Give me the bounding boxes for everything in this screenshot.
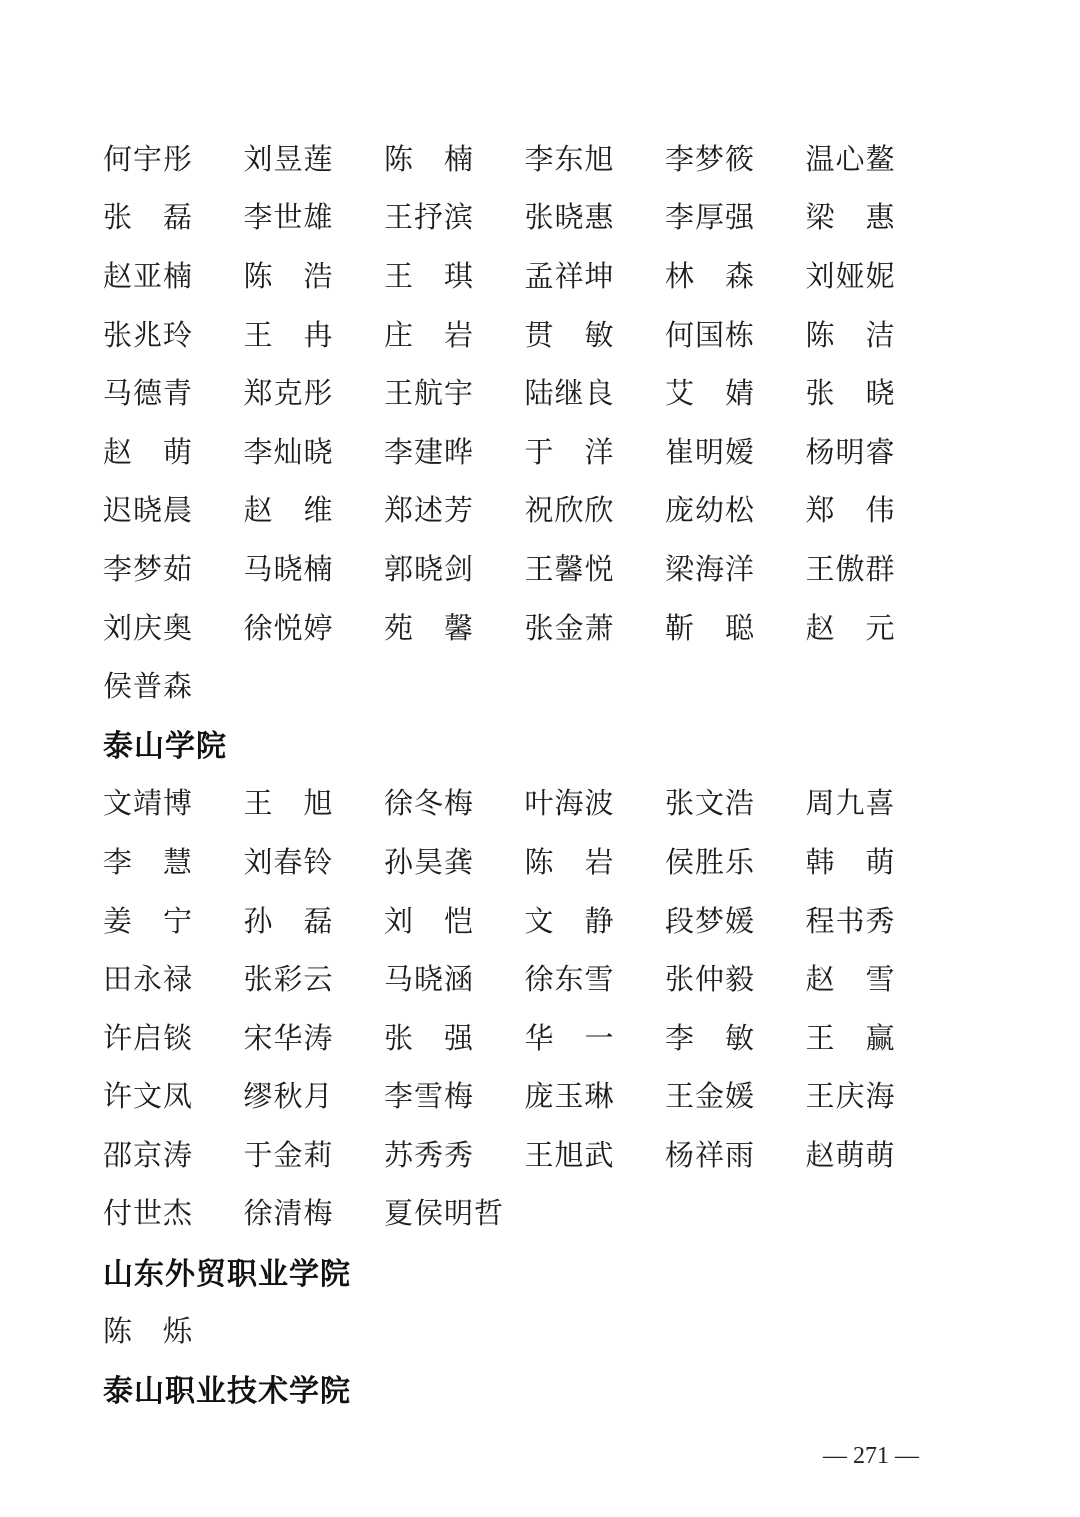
person-name: 王旭武 xyxy=(524,1137,615,1172)
name-row xyxy=(103,245,923,304)
person-name: 张仲毅 xyxy=(665,962,756,997)
person-name: 梁 惠 xyxy=(805,200,896,235)
person-name: 温心鳌 xyxy=(805,141,896,176)
person-name: 侯胜乐 xyxy=(665,844,756,879)
person-name: 张 晓 xyxy=(805,376,896,411)
person-name: 孙昊龚 xyxy=(384,844,475,879)
person-name: 叶海波 xyxy=(524,786,615,821)
person-name: 姜 宁 xyxy=(103,903,194,938)
person-name: 何国栋 xyxy=(665,317,756,352)
name-row xyxy=(103,538,923,597)
person-name: 杨祥雨 xyxy=(665,1137,756,1172)
person-name: 于金莉 xyxy=(243,1137,334,1172)
person-name: 刘 恺 xyxy=(384,903,475,938)
person-name: 周九喜 xyxy=(805,786,896,821)
person-name: 靳 聪 xyxy=(665,610,756,645)
person-name: 林 森 xyxy=(665,258,756,293)
page-number: — 271 — xyxy=(823,1443,919,1469)
name-row xyxy=(103,480,923,539)
person-name: 李 慧 xyxy=(103,844,194,879)
person-name: 王抒滨 xyxy=(384,200,475,235)
person-name: 陈 烁 xyxy=(103,1313,194,1348)
person-name: 马德青 xyxy=(103,376,194,411)
name-row xyxy=(103,597,923,656)
person-name: 文 静 xyxy=(524,903,615,938)
person-name: 华 一 xyxy=(524,1020,615,1055)
person-name: 苑 馨 xyxy=(384,610,475,645)
person-name: 马晓楠 xyxy=(243,551,334,586)
person-name: 郑述芳 xyxy=(384,493,475,528)
person-name: 徐冬梅 xyxy=(384,786,475,821)
person-name: 王 赢 xyxy=(805,1020,896,1055)
person-name: 张 强 xyxy=(384,1020,475,1055)
person-name: 张晓惠 xyxy=(524,200,615,235)
person-name: 付世杰 xyxy=(103,1196,194,1231)
person-name: 李世雄 xyxy=(243,200,334,235)
person-name: 孙 磊 xyxy=(243,903,334,938)
name-row xyxy=(103,1124,923,1183)
person-name: 李梦茹 xyxy=(103,551,194,586)
person-name: 王馨悦 xyxy=(524,551,615,586)
name-row xyxy=(103,948,923,1007)
name-row xyxy=(103,128,923,187)
person-name: 李东旭 xyxy=(524,141,615,176)
person-name: 李灿晓 xyxy=(243,434,334,469)
person-name: 许启锬 xyxy=(103,1020,194,1055)
person-name: 刘春铃 xyxy=(243,844,334,879)
person-name: 李 敏 xyxy=(665,1020,756,1055)
person-name: 刘娅妮 xyxy=(805,258,896,293)
person-name: 张彩云 xyxy=(243,962,334,997)
person-name: 缪秋月 xyxy=(243,1079,334,1114)
person-name: 宋华涛 xyxy=(243,1020,334,1055)
person-name: 祝欣欣 xyxy=(524,493,615,528)
person-name: 程书秀 xyxy=(805,903,896,938)
person-name: 王航宇 xyxy=(384,376,475,411)
person-name: 陆继良 xyxy=(524,376,615,411)
person-name: 梁海洋 xyxy=(665,551,756,586)
person-name: 田永禄 xyxy=(103,962,194,997)
name-row xyxy=(103,1007,923,1066)
person-name: 王庆海 xyxy=(805,1079,896,1114)
person-name: 赵 元 xyxy=(805,610,896,645)
person-name: 何宇彤 xyxy=(103,141,194,176)
person-name: 庞玉琳 xyxy=(524,1079,615,1114)
name-list xyxy=(103,128,923,1417)
section-heading: 泰山学院 xyxy=(103,729,227,765)
name-row xyxy=(103,1183,923,1242)
person-name: 侯普森 xyxy=(103,669,194,704)
section-heading: 山东外贸职业学院 xyxy=(103,1256,351,1292)
person-name: 于 洋 xyxy=(524,434,615,469)
person-name: 李雪梅 xyxy=(384,1079,475,1114)
person-name: 许文凤 xyxy=(103,1079,194,1114)
person-name: 赵亚楠 xyxy=(103,258,194,293)
person-name: 赵 维 xyxy=(243,493,334,528)
section-heading: 泰山职业技术学院 xyxy=(103,1373,351,1409)
name-row xyxy=(103,304,923,363)
person-name: 赵 雪 xyxy=(805,962,896,997)
person-name: 李梦筱 xyxy=(665,141,756,176)
person-name: 王金媛 xyxy=(665,1079,756,1114)
name-row xyxy=(103,362,923,421)
person-name: 王 冉 xyxy=(243,317,334,352)
person-name: 李厚强 xyxy=(665,200,756,235)
person-name: 孟祥坤 xyxy=(524,258,615,293)
name-row xyxy=(103,773,923,832)
person-name: 徐悦婷 xyxy=(243,610,334,645)
person-name: 韩 萌 xyxy=(805,844,896,879)
person-name: 徐清梅 xyxy=(243,1196,334,1231)
name-row xyxy=(103,831,923,890)
person-name: 张金萧 xyxy=(524,610,615,645)
person-name: 陈 浩 xyxy=(243,258,334,293)
person-name: 张 磊 xyxy=(103,200,194,235)
person-name: 庄 岩 xyxy=(384,317,475,352)
person-name: 马晓涵 xyxy=(384,962,475,997)
person-name: 艾 婧 xyxy=(665,376,756,411)
person-name: 张文浩 xyxy=(665,786,756,821)
name-row xyxy=(103,421,923,480)
name-row xyxy=(103,655,923,714)
person-name: 贯 敏 xyxy=(524,317,615,352)
person-name: 张兆玲 xyxy=(103,317,194,352)
person-name: 郑克彤 xyxy=(243,376,334,411)
person-name: 庞幼松 xyxy=(665,493,756,528)
person-name: 王 旭 xyxy=(243,786,334,821)
person-name: 刘庆奥 xyxy=(103,610,194,645)
person-name: 邵京涛 xyxy=(103,1137,194,1172)
person-name: 文靖博 xyxy=(103,786,194,821)
name-row xyxy=(103,1066,923,1125)
person-name: 赵 萌 xyxy=(103,434,194,469)
name-row xyxy=(103,187,923,246)
person-name: 徐东雪 xyxy=(524,962,615,997)
person-name: 杨明睿 xyxy=(805,434,896,469)
name-row xyxy=(103,890,923,949)
person-name: 刘昱莲 xyxy=(243,141,334,176)
person-name: 陈 洁 xyxy=(805,317,896,352)
person-name: 赵萌萌 xyxy=(805,1137,896,1172)
person-name: 苏秀秀 xyxy=(384,1137,475,1172)
person-name: 崔明嫒 xyxy=(665,434,756,469)
person-name: 陈 岩 xyxy=(524,844,615,879)
person-name: 夏侯明哲 xyxy=(384,1196,505,1231)
person-name: 郑 伟 xyxy=(805,493,896,528)
name-row xyxy=(103,1300,923,1359)
person-name: 郭晓剑 xyxy=(384,551,475,586)
person-name: 李建晔 xyxy=(384,434,475,469)
person-name: 陈 楠 xyxy=(384,141,475,176)
person-name: 迟晓晨 xyxy=(103,493,194,528)
person-name: 王 琪 xyxy=(384,258,475,293)
person-name: 段梦媛 xyxy=(665,903,756,938)
person-name: 王傲群 xyxy=(805,551,896,586)
